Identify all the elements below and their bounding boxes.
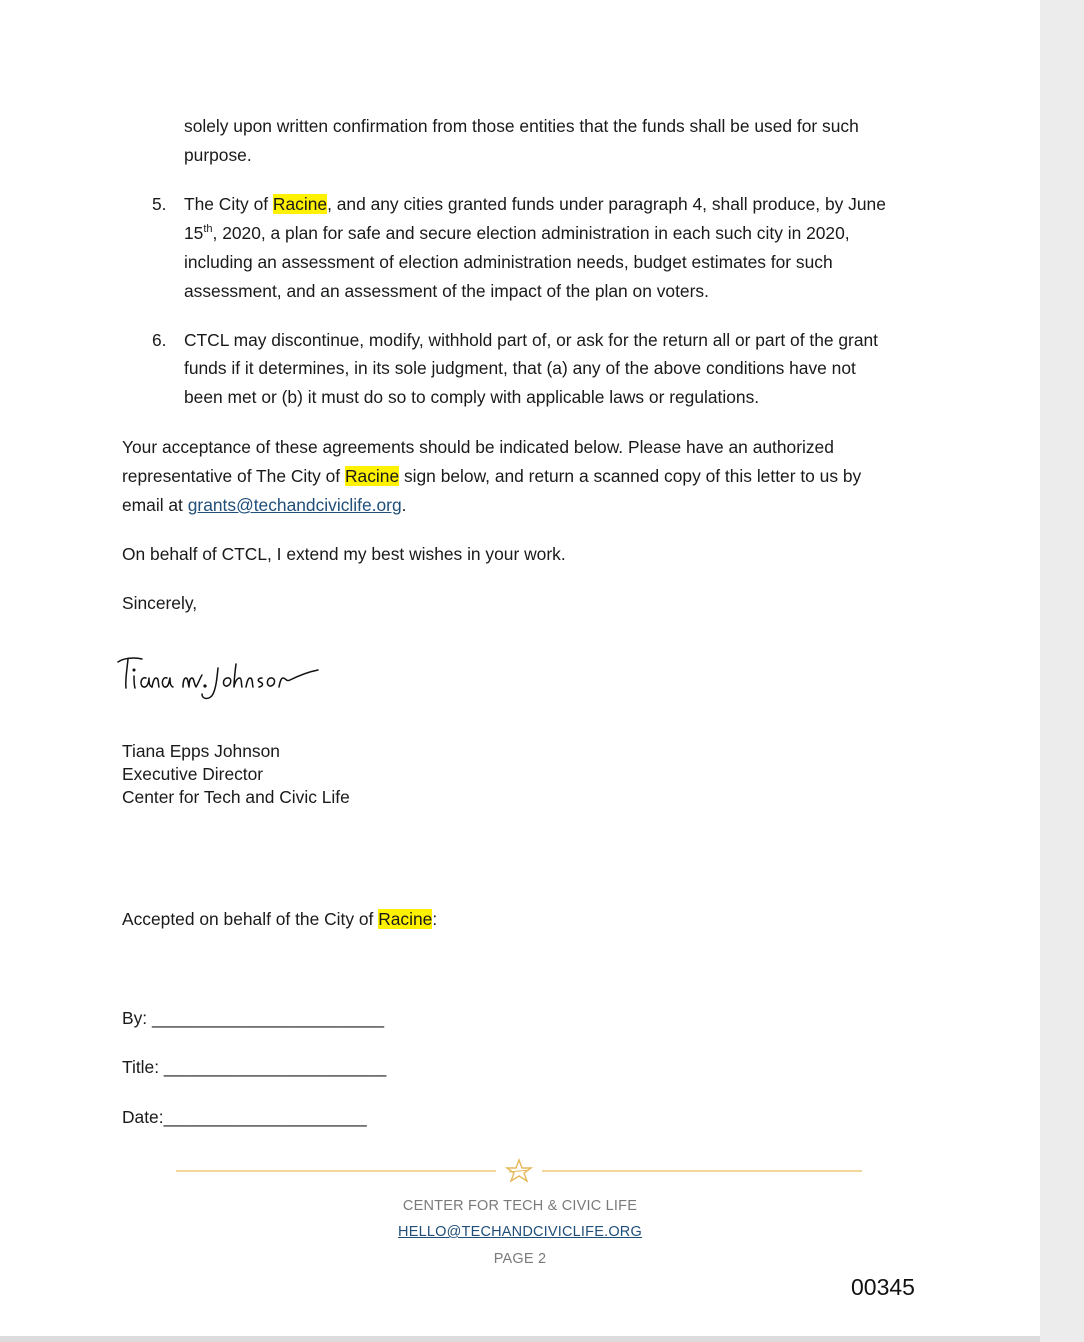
city-highlight: Racine [378,909,433,929]
acceptance-line2: representative of The City of Racine sign below, and return a scanned copy of this letter to us by [122,466,862,486]
signature-image [112,648,324,704]
item5-line3: including an assessment of election administration needs, budget estimates for such [184,252,833,272]
closing-line: Sincerely, [122,593,198,613]
item6-line2: funds if it determines, in its sole judgment, that (a) any of the above conditions have not [184,358,856,378]
date-field: Date:_____________________ [122,1107,367,1127]
item6-line1: CTCL may discontinue, modify, withhold part of, or ask for the return all or part of the grant [184,330,879,350]
scrollbar-track[interactable] [1040,0,1084,1342]
signer-name: Tiana Epps Johnson [122,741,280,761]
title-field: Title: _______________________ [122,1057,387,1077]
footer-rule-left [176,1170,496,1172]
acceptance-line3: email at grants@techandciviclife.org. [122,495,407,515]
grants-email-link[interactable]: grants@techandciviclife.org [187,495,402,515]
footer-email-link[interactable]: HELLO@TECHANDCIVICLIFE.ORG [398,1224,642,1240]
acceptance-line1: Your acceptance of these agreements should be indicated below. Please have an authorized [122,437,834,457]
city-highlight: Racine [344,466,400,486]
footer-rule-right [542,1170,862,1172]
signer-title: Executive Director [122,764,264,784]
item4-continuation-line1: solely upon written confirmation from those entities that the funds shall be used for such [184,116,859,136]
city-highlight: Racine [272,194,328,214]
item6-line3: been met or (b) it must do so to comply with applicable laws or regulations. [184,387,760,407]
best-wishes-line: On behalf of CTCL, I extend my best wishes in your work. [122,544,566,564]
item4-continuation-line2: purpose. [184,145,252,165]
accepted-line: Accepted on behalf of the City of Racine: [122,909,438,929]
item5-line2: 15th, 2020, a plan for safe and secure election administration in each such city in 2020, [184,223,850,243]
by-field: By: ________________________ [122,1008,385,1028]
item5-number: 5. [152,194,167,214]
item5-line1: The City of Racine, and any cities granted funds under paragraph 4, shall produce, by June [184,194,886,214]
bates-number: 00345 [851,1274,915,1300]
footer-org: CENTER FOR TECH & CIVIC LIFE [402,1198,638,1214]
star-icon [503,1158,535,1184]
page-bottom-edge [0,1336,1040,1342]
signer-organization: Center for Tech and Civic Life [122,787,350,807]
item6-number: 6. [152,330,167,350]
footer-page-number: PAGE 2 [493,1251,547,1267]
item5-line4: assessment, and an assessment of the impact of the plan on voters. [184,281,709,301]
